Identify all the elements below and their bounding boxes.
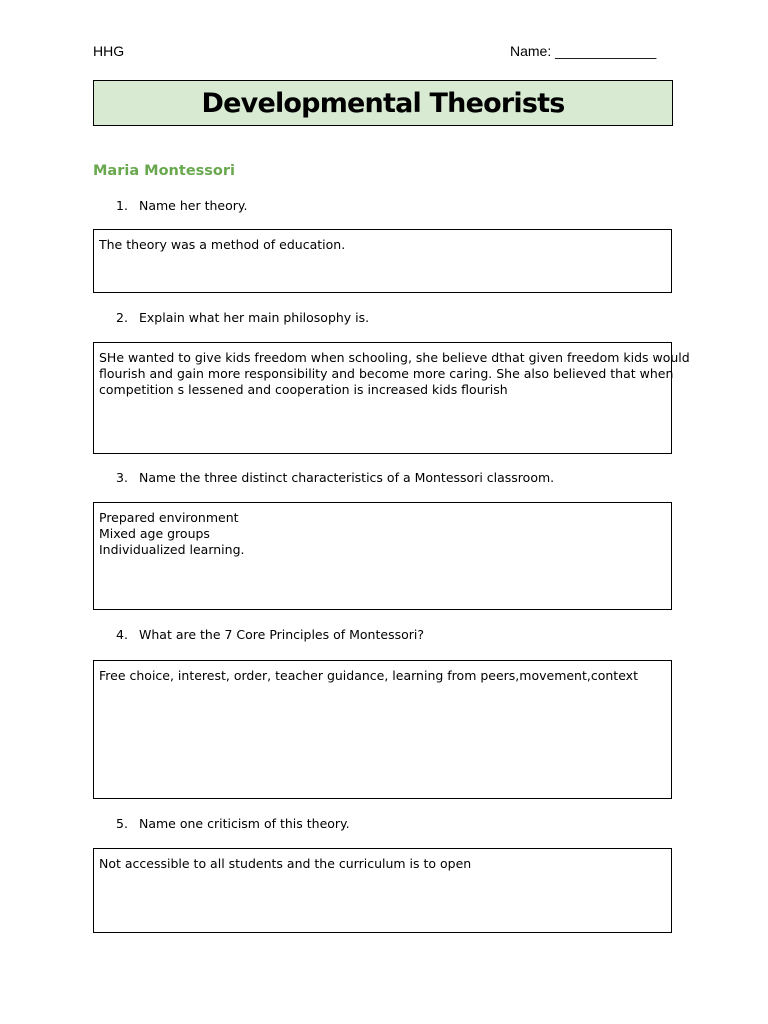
answer-line: Individualized learning. — [99, 542, 245, 558]
answer-box-2[interactable] — [93, 342, 690, 454]
answer-box-5[interactable] — [93, 848, 672, 933]
answer-line: Free choice, interest, order, teacher guidance, learning from peers,movement,context — [99, 668, 638, 683]
answer-box-3[interactable] — [93, 502, 672, 610]
question-text: Name the three distinct characteristics of a Montessori classroom. — [139, 470, 555, 485]
answer-line: Prepared environment — [99, 510, 239, 525]
answer-line: The theory was a method of education. — [99, 237, 346, 252]
title-banner — [93, 80, 673, 126]
answer-line: competition s lessened and cooperation is increased kids flourish — [99, 382, 508, 398]
question-text: Name her theory. — [139, 198, 248, 213]
question-5 — [116, 816, 350, 831]
answer-box-1[interactable] — [93, 229, 672, 293]
answer-line: flourish and gain more responsibility and become more caring. She also believed that when — [99, 366, 674, 382]
header-name-field: Name: _____________ — [510, 43, 657, 59]
question-number: 2. — [116, 310, 128, 325]
question-text: What are the 7 Core Principles of Montessori? — [139, 627, 424, 642]
section-heading: Maria Montessori — [93, 163, 235, 179]
question-number: 1. — [116, 198, 128, 213]
header-class-code: HHG — [93, 43, 125, 59]
question-number: 4. — [116, 627, 128, 642]
question-2 — [116, 310, 369, 325]
question-number: 3. — [116, 470, 128, 485]
question-1 — [116, 198, 247, 213]
question-3 — [116, 470, 554, 485]
answer-line: Not accessible to all students and the curriculum is to open — [99, 856, 472, 871]
answer-line: SHe wanted to give kids freedom when schooling, she believe dthat given freedom kids would — [99, 350, 690, 365]
page-title: Developmental Theorists — [201, 87, 565, 119]
question-text: Name one criticism of this theory. — [139, 816, 350, 831]
question-4 — [116, 627, 424, 642]
answer-line: Mixed age groups — [99, 526, 210, 542]
answer-box-4[interactable] — [93, 660, 672, 799]
question-text: Explain what her main philosophy is. — [139, 310, 370, 325]
question-number: 5. — [116, 816, 128, 831]
